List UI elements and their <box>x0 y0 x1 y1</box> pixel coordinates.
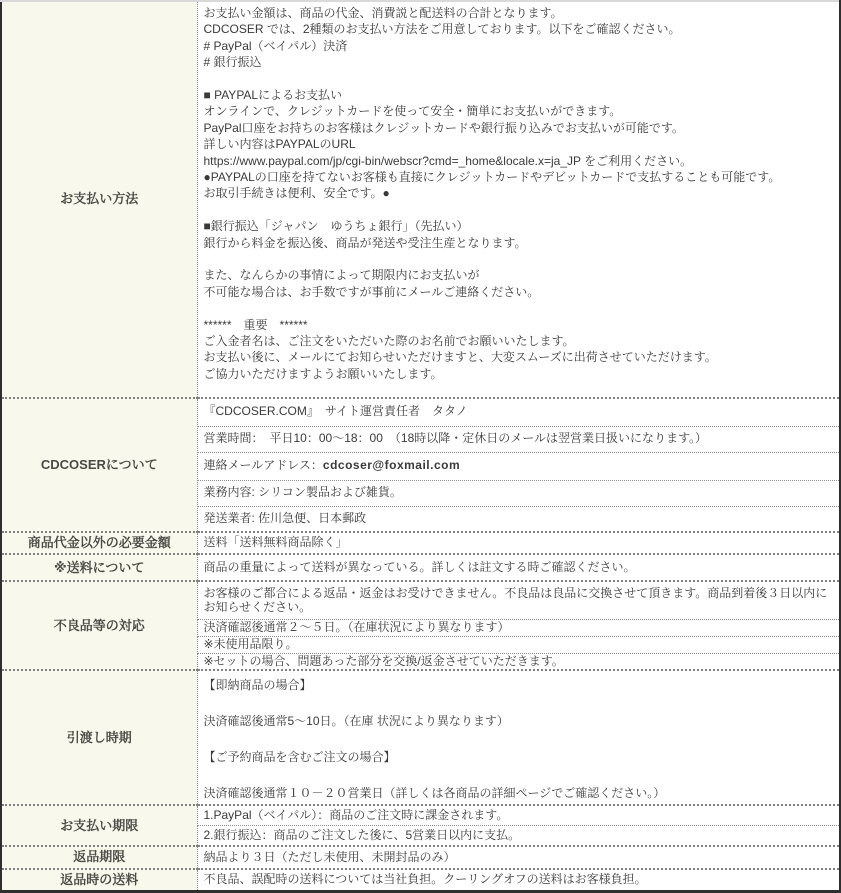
contact-email-label: 連絡メールアドレス： <box>203 458 323 473</box>
payment-method-line: 詳しい内容はPAYPALのURL <box>203 137 356 152</box>
extra-fees-content: 送料「送料無料商品除く」 <box>197 532 840 554</box>
payment-method-line: ●PAYPALの口座を持てないお客様も直接にクレジットカードやデビットカードで支払することも可能です。 <box>203 170 781 185</box>
row-return-deadline <box>1 846 840 868</box>
row-label-payment-method: お支払い方法 <box>1 1 197 398</box>
delivery-immediate-heading: 【即納商品の場合】 <box>203 678 312 693</box>
paypal-section-heading: ■ PAYPALによるお支払い <box>203 88 343 103</box>
delivery-immediate-detail: 決済確認後通常5～10日。（在庫 状況により異なります） <box>203 714 509 729</box>
payment-method-line: また、なんらかの事情によって期限内にお支払いが <box>203 268 480 283</box>
payment-deadline-paypal: 1.PayPal（ベイパル）：商品のご注文時に課金されます。 <box>197 805 840 825</box>
row-extra-fees <box>1 532 840 554</box>
payment-method-line: # 銀行振込 <box>203 55 262 70</box>
payment-method-content <box>197 1 840 398</box>
row-return-shipping <box>1 869 840 892</box>
payment-method-line: お支払い後に、メールにてお知らせいただけますと、大変スムーズに出荷させていただけます。 <box>203 350 717 365</box>
row-label-return-deadline: 返品期限 <box>1 846 197 868</box>
about-business-content: 業務内容: シリコン製品および雑貨。 <box>197 480 840 506</box>
row-shipping-note <box>1 554 840 581</box>
payment-method-line: # PayPal（ベイパル）決済 <box>203 38 348 53</box>
defective-exchange-timing: 決済確認後通常２～５日。（在庫状況により異なります） <box>197 619 840 636</box>
row-label-payment-deadline: お支払い期限 <box>1 805 197 846</box>
shipping-note-content: 商品の重量によって送料が異なっている。詳しくは註文する時ご確認ください。 <box>197 554 840 581</box>
about-site-operator: 『CDCOSER.COM』 サイト運営責任者 タタノ <box>197 398 840 426</box>
delivery-time-content <box>197 670 840 805</box>
return-shipping-content: 不良品、誤配時の送料については当社負担。クーリングオフの送料はお客様負担。 <box>197 869 840 892</box>
about-shipping-carriers: 発送業者: 佐川急便、日本郵政 <box>197 506 840 532</box>
blank-line <box>204 300 834 316</box>
row-label-shipping-note: ※送料について <box>1 554 197 581</box>
blank-line <box>204 71 834 87</box>
row-label-about: CDCOSERについて <box>1 398 197 532</box>
about-business-hours: 営業時間： 平日10：00～18：00 （18時以降・定休日のメールは翌営業日扱いになります。） <box>197 426 840 452</box>
delivery-preorder-detail: 決済確認後通常１０－２０営業日（詳しくは各商品の詳細ページでご確認ください。） <box>203 786 666 801</box>
row-label-delivery-time: 引渡し時期 <box>1 670 197 805</box>
payment-method-line: 銀行から料金を振込後、商品が発送や受注生産となります。 <box>203 235 527 250</box>
return-deadline-content: 納品より３日（ただし未使用、未開封品のみ） <box>197 846 840 868</box>
blank-line <box>204 202 834 218</box>
row-payment-method <box>1 1 840 398</box>
about-contact-email-row <box>197 452 840 480</box>
contact-email: cdcoser@foxmail.com <box>322 458 461 473</box>
important-notice-heading: ****** 重要 ****** <box>203 317 308 332</box>
defective-set-note: ※セットの場合、問題あった部分を交換/返金させていただきます。 <box>197 653 840 670</box>
payment-deadline-bank: 2.銀行振込：商品のご注文した後に、5営業日以内に支払。 <box>197 825 840 846</box>
payment-method-line: お支払い金額は、商品の代金、消費説と配送料の合計となります。 <box>203 6 563 20</box>
bank-transfer-heading: ■銀行振込「ジャパン ゆうちょ銀行」（先払い） <box>203 219 469 234</box>
blank-line <box>204 694 834 712</box>
row-defective <box>1 581 840 619</box>
row-label-defective: 不良品等の対応 <box>1 581 197 670</box>
payment-method-line: CDCOSER では、2種類のお支払い方法をご用意しております。以下をご確認ください。 <box>203 22 681 37</box>
defective-policy: お客様のご都合による返品・返金はお受けできません。不良品は良品に交換させて頂きます。商品到着後３日以内にお知らせください。 <box>197 581 840 619</box>
blank-line <box>204 766 834 784</box>
payment-method-line: ご協力いただけますようお願いいたします。 <box>203 366 443 381</box>
delivery-preorder-heading: 【ご予約商品を含むご注文の場合】 <box>203 750 396 765</box>
row-delivery-time <box>1 670 840 805</box>
payment-method-line: ご入金者名は、ご注文をいただいた際のお名前でお願いいたします。 <box>203 334 575 349</box>
row-payment-deadline <box>1 805 840 825</box>
defective-unused-note: ※未使用品限り。 <box>197 636 840 653</box>
payment-method-line: PayPal口座をお持ちのお客様はクレジットカードや銀行振り込みでお支払いが可能です。 <box>203 120 684 135</box>
payment-method-line: オンラインで、クレジットカードを使って安全・簡単にお支払いができます。 <box>203 104 622 119</box>
payment-method-line: 不可能な場合は、お手数ですが事前にメールご連絡ください。 <box>203 284 540 299</box>
row-label-return-shipping: 返品時の送料 <box>1 869 197 892</box>
row-about-site <box>1 398 840 426</box>
blank-line <box>204 251 834 267</box>
paypal-url-line: https://www.paypal.com/jp/cgi-bin/webscr?cmd=_home&locale.x=ja_JP をご利用ください。 <box>203 153 693 168</box>
row-label-extra-fees: 商品代金以外の必要金額 <box>1 532 197 554</box>
blank-line <box>204 730 834 748</box>
payment-method-line: お取引手続きは便利、安全です。● <box>203 186 390 201</box>
